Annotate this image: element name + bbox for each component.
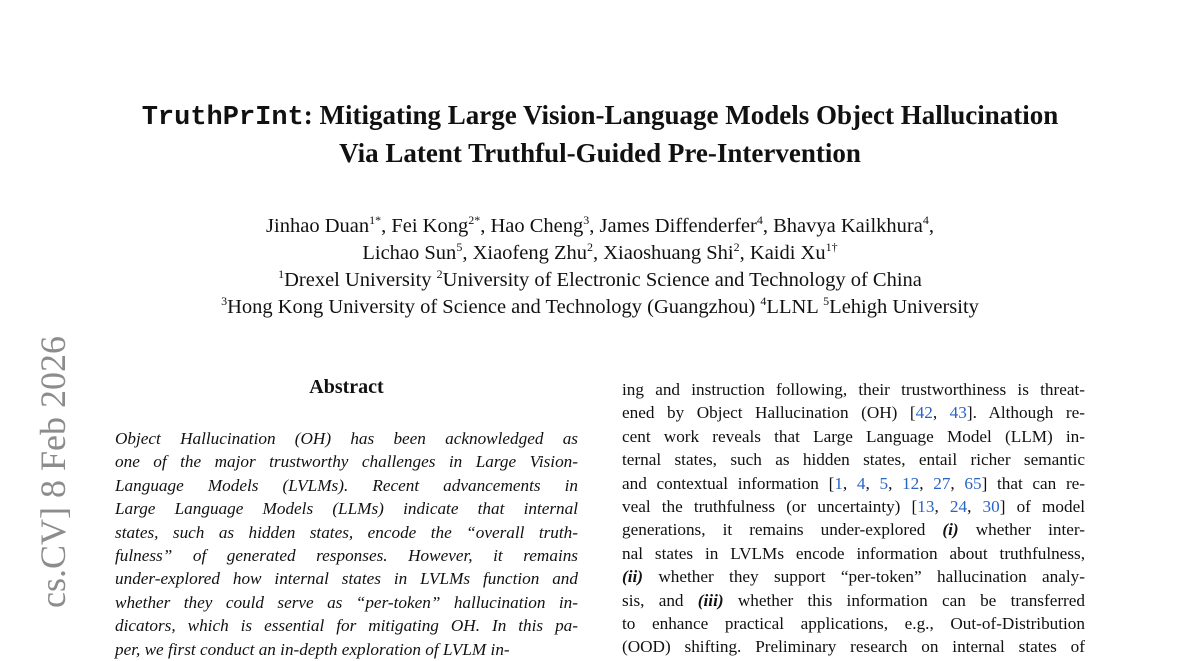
author-separator: , bbox=[480, 215, 491, 237]
body-line bbox=[622, 612, 1085, 635]
author-affiliation-mark: 2 bbox=[586, 240, 593, 255]
abstract-body bbox=[115, 427, 578, 661]
author-name: Fei Kong bbox=[391, 215, 469, 237]
abstract-line: states, such as hidden states, encode the “overall truth- bbox=[115, 522, 578, 542]
body-text-run: ]. Although re- bbox=[966, 403, 1085, 423]
body-text-run: , bbox=[919, 473, 934, 493]
citation-link[interactable]: 13 bbox=[917, 497, 935, 517]
body-text-run: , bbox=[967, 497, 983, 517]
citation-link[interactable]: 12 bbox=[902, 473, 920, 493]
abstract-line: dicators, which is essential for mitigating OH. In this pa- bbox=[115, 616, 578, 636]
body-line bbox=[622, 472, 1085, 495]
arxiv-identifier-text: cs.CV] 8 Feb 2026 bbox=[33, 336, 73, 608]
body-line bbox=[622, 378, 1085, 401]
author-affiliation-mark: 2* bbox=[468, 213, 481, 228]
title-line-2: Via Latent Truthful-Guided Pre-Intervention bbox=[339, 138, 861, 168]
abstract-line: fulness” of generated responses. However, it remains bbox=[115, 546, 578, 566]
author-name: Xiaofeng Zhu bbox=[472, 242, 587, 264]
author-block bbox=[100, 213, 1100, 321]
author-separator: , bbox=[462, 242, 473, 264]
body-text-run: sis, and bbox=[622, 590, 698, 610]
author-name: Bhavya Kailkhura bbox=[773, 215, 923, 237]
affiliation-name: Drexel University bbox=[284, 269, 437, 291]
citation-link[interactable]: 1 bbox=[834, 473, 843, 493]
abstract-line: per, we first conduct an in-depth exploration of LVLM in- bbox=[115, 639, 510, 659]
body-line bbox=[622, 518, 1085, 541]
author-separator: , bbox=[762, 215, 774, 237]
affiliation-index: 5 bbox=[823, 294, 830, 309]
abstract-line: under-explored how internal states in LVLMs function and bbox=[115, 569, 578, 589]
body-text-run: and contextual information [ bbox=[622, 473, 835, 493]
author-name: Xiaoshuang Shi bbox=[603, 242, 734, 264]
author-separator: , bbox=[592, 242, 604, 264]
body-line bbox=[622, 448, 1085, 471]
body-text-run: whether this information can be transferred bbox=[723, 590, 1085, 610]
body-text-run: nal states in LVLMs encode information about truthfulness, bbox=[622, 543, 1085, 563]
abstract-line: one of the major trustworthy challenges in Large Vision- bbox=[115, 452, 578, 472]
body-line bbox=[622, 589, 1085, 612]
citation-link[interactable]: 24 bbox=[949, 497, 968, 517]
author-name: James Diffenderfer bbox=[599, 215, 757, 237]
title-line-1 bbox=[100, 98, 1100, 136]
body-line bbox=[622, 565, 1085, 588]
body-text-run: to enhance practical applications, e.g., Out-of-Distribution bbox=[622, 614, 1085, 634]
affiliation-name: University of Electronic Science and Technology of China bbox=[442, 269, 922, 291]
body-text-run: , bbox=[888, 473, 903, 493]
author-separator: , bbox=[589, 215, 600, 237]
abstract-line: whether they could serve as “per-token” hallucination in- bbox=[115, 592, 578, 612]
introduction-body-text bbox=[622, 378, 1085, 659]
body-line bbox=[622, 635, 1085, 658]
authors-line-2 bbox=[100, 240, 1100, 267]
body-text-run: , bbox=[842, 473, 857, 493]
author-name: Lichao Sun bbox=[362, 242, 457, 264]
emphasis-marker: (ii) bbox=[622, 567, 643, 587]
emphasis-marker: (i) bbox=[942, 520, 959, 540]
affiliation-index: 4 bbox=[760, 294, 767, 309]
body-text-run: cent work reveals that Large Language Model (LLM) in- bbox=[622, 426, 1085, 446]
body-text-run: ened by Object Hallucination (OH) [ bbox=[622, 403, 916, 423]
body-text-run: generations, it remains under-explored bbox=[622, 520, 943, 540]
arxiv-sidebar-stamp bbox=[20, 336, 80, 656]
body-text-run: (OOD) shifting. Preliminary research on internal states of bbox=[622, 637, 1085, 657]
citation-link[interactable]: 65 bbox=[964, 473, 982, 493]
body-text-run: , bbox=[950, 473, 965, 493]
affiliations-line-2 bbox=[100, 294, 1100, 321]
affiliation-index: 2 bbox=[436, 267, 443, 282]
abstract-line: Language Models (LVLMs). Recent advancements in bbox=[115, 475, 578, 495]
author-affiliation-mark: 4 bbox=[922, 213, 929, 228]
author-name: Kaidi Xu bbox=[749, 242, 826, 264]
affiliation-index: 3 bbox=[221, 294, 228, 309]
author-affiliation-mark: 1† bbox=[825, 240, 838, 255]
body-text-run: , bbox=[932, 403, 950, 423]
author-affiliation-mark: 2 bbox=[733, 240, 740, 255]
affiliation-name: LLNL bbox=[766, 296, 824, 318]
author-affiliation-mark: 3 bbox=[583, 213, 590, 228]
author-affiliation-mark: 4 bbox=[756, 213, 763, 228]
body-text-run: ] of model bbox=[999, 497, 1085, 517]
paper-title bbox=[100, 98, 1100, 171]
author-separator: , bbox=[739, 242, 750, 264]
body-text-run: ternal states, such as hidden states, entail richer semantic bbox=[622, 450, 1085, 470]
emphasis-marker: (iii) bbox=[697, 590, 724, 610]
affiliation-name: Lehigh University bbox=[829, 296, 979, 318]
body-text-run: , bbox=[934, 497, 950, 517]
affiliation-index: 1 bbox=[278, 267, 285, 282]
body-line bbox=[622, 495, 1085, 518]
body-text-run: , bbox=[865, 473, 880, 493]
body-line bbox=[622, 401, 1085, 424]
body-text-run: whether inter- bbox=[958, 520, 1086, 540]
affiliations-line-1 bbox=[100, 267, 1100, 294]
citation-link[interactable]: 5 bbox=[879, 473, 889, 493]
body-text-run: veal the truthfulness (or uncertainty) [ bbox=[622, 497, 918, 517]
citation-link[interactable]: 42 bbox=[915, 403, 933, 423]
author-separator: , bbox=[928, 215, 934, 237]
body-text-run: ing and instruction following, their trustworthiness is threat- bbox=[622, 380, 1085, 399]
body-line bbox=[622, 542, 1085, 565]
abstract-line: Object Hallucination (OH) has been acknowledged as bbox=[115, 429, 578, 448]
method-name: TruthPrInt bbox=[141, 103, 304, 133]
affiliation-name: Hong Kong University of Science and Technology (Guangzhou) bbox=[227, 296, 761, 318]
body-text-run: ] that can re- bbox=[981, 473, 1086, 493]
author-name: Hao Cheng bbox=[490, 215, 584, 237]
authors-line-1 bbox=[100, 213, 1100, 240]
body-text-run: whether they support “per-token” hallucination analy- bbox=[643, 567, 1085, 587]
abstract-heading: Abstract bbox=[309, 376, 384, 398]
author-name: Jinhao Duan bbox=[266, 215, 370, 237]
title-line-1-text: : Mitigating Large Vision-Language Models Object Hallucination bbox=[303, 100, 1059, 130]
citation-link[interactable]: 27 bbox=[933, 473, 951, 493]
body-line bbox=[622, 425, 1085, 448]
author-separator: , bbox=[381, 215, 392, 237]
citation-link[interactable]: 43 bbox=[949, 403, 967, 423]
citation-link[interactable]: 30 bbox=[982, 497, 1000, 517]
citation-link[interactable]: 4 bbox=[856, 473, 866, 493]
author-affiliation-mark: 1* bbox=[369, 213, 382, 228]
author-affiliation-mark: 5 bbox=[456, 240, 463, 255]
abstract-line: Large Language Models (LLMs) indicate that internal bbox=[115, 499, 578, 519]
